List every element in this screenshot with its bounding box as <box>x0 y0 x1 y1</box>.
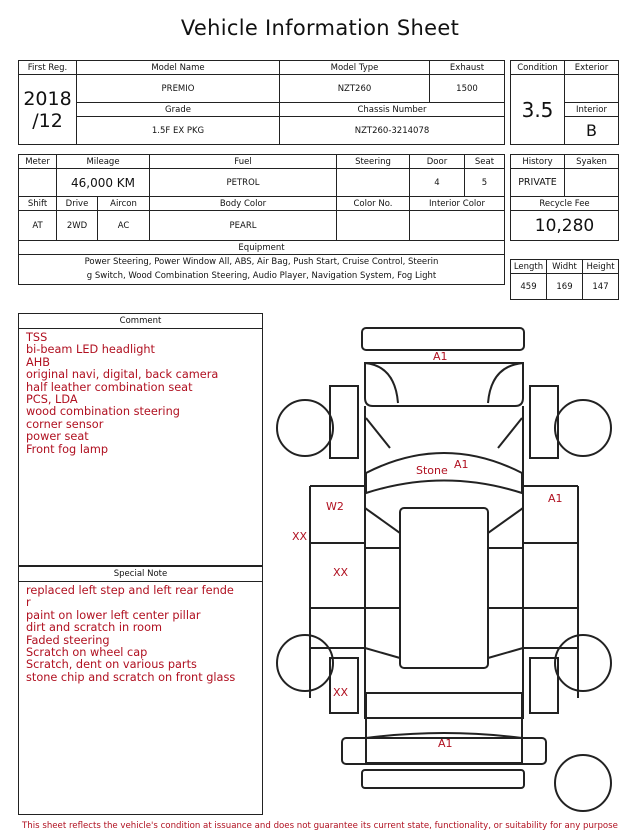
meter-label: Meter <box>19 155 57 169</box>
dimensions-table <box>510 259 619 300</box>
comment-item: bi-beam LED headlight <box>26 343 155 357</box>
right-side-panels <box>523 486 578 698</box>
chassis-value: NZT260-3214078 <box>280 117 505 145</box>
history-table <box>510 154 619 241</box>
left-rear-wheel <box>277 635 333 691</box>
comment-item: Front fog lamp <box>26 442 109 456</box>
condition-label: Condition <box>511 61 565 75</box>
comment-box <box>18 313 263 566</box>
recycle-fee-value: 10,280 <box>511 211 619 241</box>
special-note-label: Special Note <box>19 567 262 582</box>
left-side-panels <box>310 486 365 698</box>
interior-value: B <box>565 117 619 145</box>
mark-windshield: A1 <box>454 458 469 471</box>
history-label: History <box>511 155 565 169</box>
comment-item: wood combination steering <box>26 405 180 419</box>
rear-window-shape <box>366 693 522 738</box>
body-color-value: PEARL <box>150 211 337 241</box>
front-bumper-shape <box>362 328 524 350</box>
interior-label: Interior <box>565 103 619 117</box>
meter-value <box>19 169 57 197</box>
height-label: Height <box>583 260 619 274</box>
left-front-wheel <box>277 400 333 456</box>
model-name-label: Model Name <box>77 61 280 75</box>
syaken-value <box>565 169 619 197</box>
condition-table <box>510 60 619 145</box>
height-value: 147 <box>583 274 619 300</box>
equipment-label: Equipment <box>19 241 505 255</box>
special-note-item: Faded steering <box>26 633 110 647</box>
fuel-value: PETROL <box>150 169 337 197</box>
mark-front-bumper: A1 <box>433 350 448 363</box>
color-no-label: Color No. <box>337 197 410 211</box>
equipment-line-2: g Switch, Wood Combination Steering, Audio Player, Navigation System, Fog Light <box>86 270 437 281</box>
steering-value <box>337 169 410 197</box>
shift-label: Shift <box>19 197 57 211</box>
history-value: PRIVATE <box>511 169 565 197</box>
recycle-fee-label: Recycle Fee <box>511 197 619 211</box>
width-value: 169 <box>547 274 583 300</box>
exhaust-label: Exhaust <box>430 61 505 75</box>
special-note-item: replaced left step and left rear fende <box>26 584 234 597</box>
disclaimer-footer: This sheet reflects the vehicle's condition at issuance and does not guarantee its current state, functionality, or suitability for any purpose <box>22 821 618 831</box>
special-note-list <box>26 585 258 684</box>
right-rear-wheel <box>555 635 611 691</box>
first-reg-year: 2018 <box>23 87 72 110</box>
right-front-fender-shape <box>530 386 558 458</box>
comment-item: TSS <box>26 331 48 344</box>
roof-shape <box>400 508 488 668</box>
aircon-label: Aircon <box>98 197 150 211</box>
color-no-value <box>337 211 410 241</box>
exterior-label: Exterior <box>565 61 619 75</box>
rear-lower-bumper-shape <box>362 770 524 788</box>
mark-left-rear-door: XX <box>333 566 349 579</box>
spec-table <box>18 154 505 285</box>
mark-left-rear-fender: XX <box>333 686 349 699</box>
comment-item: AHB <box>26 355 50 369</box>
right-front-wheel <box>555 400 611 456</box>
width-label: Widht <box>547 260 583 274</box>
exhaust-value: 1500 <box>430 75 505 103</box>
model-type-label: Model Type <box>280 61 430 75</box>
comment-label: Comment <box>19 314 262 329</box>
length-value: 459 <box>511 274 547 300</box>
condition-value: 3.5 <box>511 75 565 145</box>
page-title: Vehicle Information Sheet <box>180 16 460 40</box>
right-rear-fender-shape <box>530 658 558 713</box>
special-note-item: Scratch on wheel cap <box>26 646 148 660</box>
special-note-item: Scratch, dent on various parts <box>26 658 197 672</box>
mark-left-step: XX <box>292 530 308 543</box>
mark-rear-bumper: A1 <box>438 737 453 750</box>
seat-value: 5 <box>465 169 505 197</box>
syaken-label: Syaken <box>565 155 619 169</box>
spare-wheel <box>555 755 611 811</box>
fuel-label: Fuel <box>150 155 337 169</box>
special-note-item: paint on lower left center pillar <box>26 608 201 622</box>
hood-right-fender-curve <box>488 363 523 403</box>
special-note-item: stone chip and scratch on front glass <box>26 670 236 684</box>
equipment-value <box>19 255 505 285</box>
mileage-label: Mileage <box>57 155 150 169</box>
shift-value: AT <box>19 211 57 241</box>
door-value: 4 <box>410 169 465 197</box>
mileage-value: 46,000 KM <box>57 169 150 197</box>
model-name-value: PREMIO <box>77 75 280 103</box>
aircon-value: AC <box>98 211 150 241</box>
seat-label: Seat <box>465 155 505 169</box>
length-label: Length <box>511 260 547 274</box>
drive-value: 2WD <box>57 211 98 241</box>
special-note-box <box>18 566 263 815</box>
drive-label: Drive <box>57 197 98 211</box>
body-color-label: Body Color <box>150 197 337 211</box>
special-note-item: r <box>26 596 31 610</box>
steering-label: Steering <box>337 155 410 169</box>
first-reg-value <box>19 75 77 145</box>
first-reg-label: First Reg. <box>19 61 77 75</box>
model-type-value: NZT260 <box>280 75 430 103</box>
special-note-item: dirt and scratch in room <box>26 621 162 635</box>
hood-left-fender-curve <box>365 363 398 403</box>
interior-color-value <box>410 211 505 241</box>
first-reg-month: /12 <box>32 109 63 132</box>
mark-windshield-stone: Stone <box>416 464 448 477</box>
door-label: Door <box>410 155 465 169</box>
comment-list <box>26 332 258 456</box>
comment-item: PCS, LDA <box>26 393 78 407</box>
comment-item: half leather combination seat <box>26 380 193 394</box>
hood-shape <box>365 363 523 406</box>
exterior-value <box>565 75 619 103</box>
mark-right-side: A1 <box>548 492 563 505</box>
left-front-fender-shape <box>330 386 358 458</box>
vehicle-info-table <box>18 60 505 145</box>
chassis-label: Chassis Number <box>280 103 505 117</box>
comment-item: original navi, digital, back camera <box>26 368 219 382</box>
equipment-line-1: Power Steering, Power Window All, ABS, Air Bag, Push Start, Cruise Control, Steerin <box>84 257 439 267</box>
comment-item: corner sensor <box>26 417 104 431</box>
interior-color-label: Interior Color <box>410 197 505 211</box>
grade-value: 1.5F EX PKG <box>77 117 280 145</box>
comment-item: power seat <box>26 430 89 444</box>
grade-label: Grade <box>77 103 280 117</box>
car-condition-diagram <box>270 318 625 818</box>
mark-left-front-door: W2 <box>326 500 344 513</box>
